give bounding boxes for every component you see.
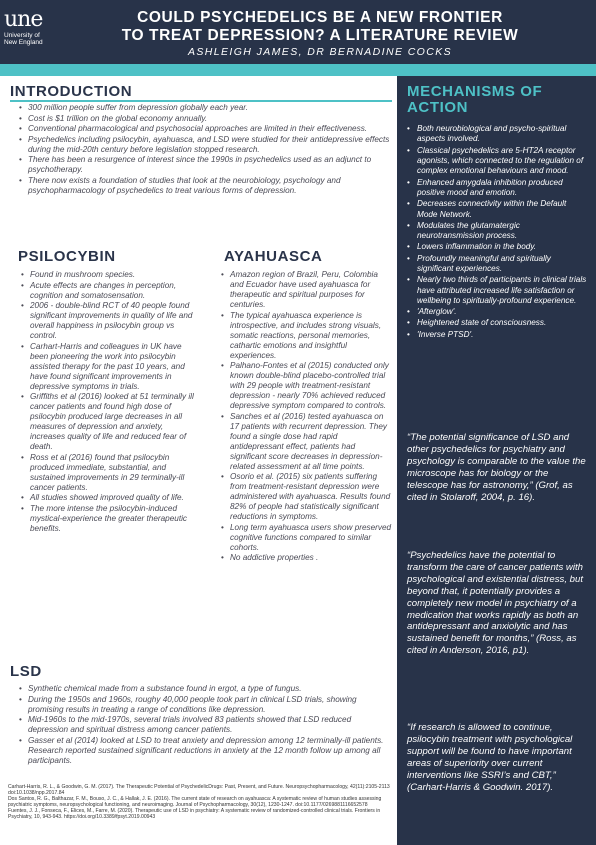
list-item: • Decreases connectivity within the Default Mode Network.: [405, 199, 589, 220]
poster-title: [70, 9, 570, 45]
list-item: • Gasser et al (2014) looked at LSD to treat anxiety and depression among 12 terminally-ill patients. Research reported sustained significant reductions in anxiety at the 12 month follow up among all participants.: [18, 736, 392, 766]
list-item: • Long term ayahuasca users show preserved cognitive functions compared to similar cohorts.: [220, 523, 392, 553]
title-line-2: TO TREAT DEPRESSION? A LITERATURE REVIEW: [121, 27, 519, 44]
accent-strip: [0, 64, 596, 76]
list-item: • There now exists a foundation of studies that look at the neurobiology, psychology and psychopharmacology of psychedelics to treat various forms of depression.: [18, 176, 392, 196]
mechanisms-panel: [397, 76, 596, 845]
intro-underline: [10, 100, 392, 102]
list-item: • 'Inverse PTSD'.: [405, 330, 589, 340]
intro-list: [18, 103, 392, 196]
list-item: • Profoundly meaningful and spiritually significant experiences.: [405, 254, 589, 275]
list-item: • Palhano-Fontes et al (2015) conducted only known double-blind placebo-controlled trial with 29 people with treatment-resistant depression - nearly 70% achieved reduced depressive symptom compared to controls.: [220, 361, 392, 411]
list-item: • Psychedelics including psilocybin, ayahuasca, and LSD were studied for their antidepressive effects during the mid-20th century before legislation stopped research.: [18, 135, 392, 155]
list-item: • The typical ayahuasca experience is introspective, and includes strong visuals, somatic reactions, personal memories, cathartic emotions and insightful experiences.: [220, 311, 392, 361]
intro-heading: INTRODUCTION: [10, 83, 133, 100]
quote-ross: “Psychedelics have the potential to transform the care of cancer patients with psychological and existential distress, but beyond that, it potentially provides a completely new model in psychiatry of a medication that works rapidly as both an antidepressant and anxiolytic and has sustained benefit for months,” (Ross, as cited in Anderson, 2016, p1).: [407, 550, 583, 657]
list-item: • 2006 - double-blind RCT of 40 people found significant improvements in quality of life and overall happiness in psilocybin group vs control.: [20, 301, 200, 341]
une-logo: [4, 7, 54, 54]
ayahuasca-list: [220, 270, 392, 564]
mechanisms-list: [405, 124, 589, 341]
mechanisms-title-2: ACTION: [407, 99, 469, 116]
quote-grof: “The potential significance of LSD and other psychedelics for psychiatry and psychology is comparable to the value the microscope has for biology or the telescope has for astronomy,” (Grof, as cited in Stolaroff, 2004, p. 16).: [407, 432, 586, 503]
list-item: • Griffiths et al (2016) looked at 51 terminally ill cancer patients and found high dose of psilocybin produced large decreases in all measures of depression and anxiety, increases quality of life and reduced fear of death.: [20, 392, 200, 452]
list-item: • The more intense the psilocybin-induced mystical-experience the greater therapeutic benefits.: [20, 504, 200, 534]
ayahuasca-heading: AYAHUASCA: [224, 248, 323, 265]
logo-sub-1: University of: [4, 32, 40, 39]
list-item: • Carhart-Harris and colleagues in UK have been pioneering the work into psilocybin assisted therapy for the past 10 years, and have found significant improvements in depressive symptoms in trials.: [20, 342, 200, 392]
logo-text: une: [4, 7, 43, 32]
list-item: • During the 1950s and 1960s, roughy 40,000 people took part in clinical LSD trials, showing promising results in treating a range of conditions like depression.: [18, 695, 392, 715]
poster-header: [0, 0, 596, 64]
list-item: • Enhanced amygdala inhibition produced positive mood and emotion.: [405, 178, 589, 199]
list-item: • 'Afterglow'.: [405, 307, 589, 317]
reference-entry: Fuentes, J. J., Fonseca, F., Elices, M., Farre, M. (2020). Therapeutic use of LSD in psychiatry: A systematic review of randomized-controlled clinical trials. Frontiers in Psychiatry, 10, 943-943. https://doi.org/10.3389/fpsyt.2019.00943: [8, 808, 381, 820]
mechanisms-title-1: MECHANISMS OF: [407, 83, 543, 100]
list-item: • Cost is $1 trillion on the global economy annually.: [18, 114, 392, 124]
reference-entry: Carhart-Harris, R. L., & Goodwin, G. M. (2017). The Therapeutic Potential of PsychedelicDrugs: Past, Present, and Future. Neuropsychopharmacology, 42(11):2105-2113 doi:10.1038/npp.2017.84: [8, 784, 390, 796]
list-item: • 300 million people suffer from depression globally each year.: [18, 103, 392, 113]
list-item: • There has been a resurgence of interest since the 1990s in psychedelics used as an adjunct to psychotherapy.: [18, 155, 392, 175]
list-item: • Heightened state of consciousness.: [405, 318, 589, 328]
list-item: • Lowers inflammation in the body.: [405, 242, 589, 252]
list-item: • No addictive properties .: [220, 553, 392, 563]
list-item: • Ross et al (2016) found that psilocybin produced immediate, substantial, and sustained improvements in 29 terminally-ill cancer patients.: [20, 453, 200, 493]
reference-entry: Dos Santos, R. G., Balthazar, F. M., Bouso, J. C., & Hallak, J. E. (2016). The current state of research on ayahuasca: A systematic review of human studies assessing psychiatric symptoms, neuropsychological functioning, and neuroimaging. Journal of Psychopharmacology, 30(12), 1230-1247. doi:10.1177/0269881116652578: [8, 796, 382, 808]
lsd-list: [18, 684, 392, 766]
list-item: • Amazon region of Brazil, Peru, Colombia and Ecuador have used ayahuasca for therapeutic and spiritual purposes for centuries.: [220, 270, 392, 310]
authors: ASHLEIGH JAMES, DR BERNADINE COCKS: [187, 46, 453, 58]
list-item: • Nearly two thirds of participants in clinical trials have attributed increased life satisfaction or wellbeing to spiritually-profound experience.: [405, 275, 589, 306]
list-item: • All studies showed improved quality of life.: [20, 493, 200, 503]
title-line-1: COULD PSYCHEDELICS BE A NEW FRONTIER: [137, 9, 503, 26]
list-item: • Modulates the glutamatergic neurotransmission process.: [405, 221, 589, 242]
list-item: • Both neurobiological and psycho-spiritual aspects involved.: [405, 124, 589, 145]
list-item: • Conventional pharmacological and psychosocial approaches are limited in their effectiveness.: [18, 124, 392, 134]
lsd-heading: LSD: [10, 663, 42, 680]
list-item: • Osorio et al. (2015) six patients suffering from treatment-resistant depression were administered with ayahuasca. Results found 82% of people had statistically significant reductions in symptoms.: [220, 472, 392, 522]
mechanisms-heading: [407, 84, 542, 116]
list-item: • Classical psychedelics are 5-HT2A receptor agonists, which connected to the regulation of complex emotional behaviours and mood.: [405, 146, 589, 177]
list-item: • Found in mushroom species.: [20, 270, 200, 280]
psilocybin-list: [20, 270, 200, 534]
list-item: • Synthetic chemical made from a substance found in ergot, a type of fungus.: [18, 684, 392, 694]
list-item: • Acute effects are changes in perception, cognition and somatosensation.: [20, 281, 200, 301]
quote-carhart-harris: “If research is allowed to continue, psilocybin treatment with psychological support will be found to have important areas of superiority over current interventions like SSRI’s and CBT,” (Carhart-Harris & Goodwin. 2017).: [407, 722, 573, 793]
logo-sub-2: New England: [4, 39, 43, 46]
list-item: • Mid-1960s to the mid-1970s, several trials involved 83 patients showed that LSD reduced depression and spiritual distress among cancer patients.: [18, 715, 392, 735]
psilocybin-heading: PSILOCYBIN: [18, 248, 116, 265]
references: [8, 784, 392, 820]
list-item: • Sanches et al (2016) tested ayahuasca on 17 patients with recurrent depression. They found a single dose had rapid antidepressant effect, patients had significant score decreases in depression-related assessment at all time points.: [220, 412, 392, 472]
